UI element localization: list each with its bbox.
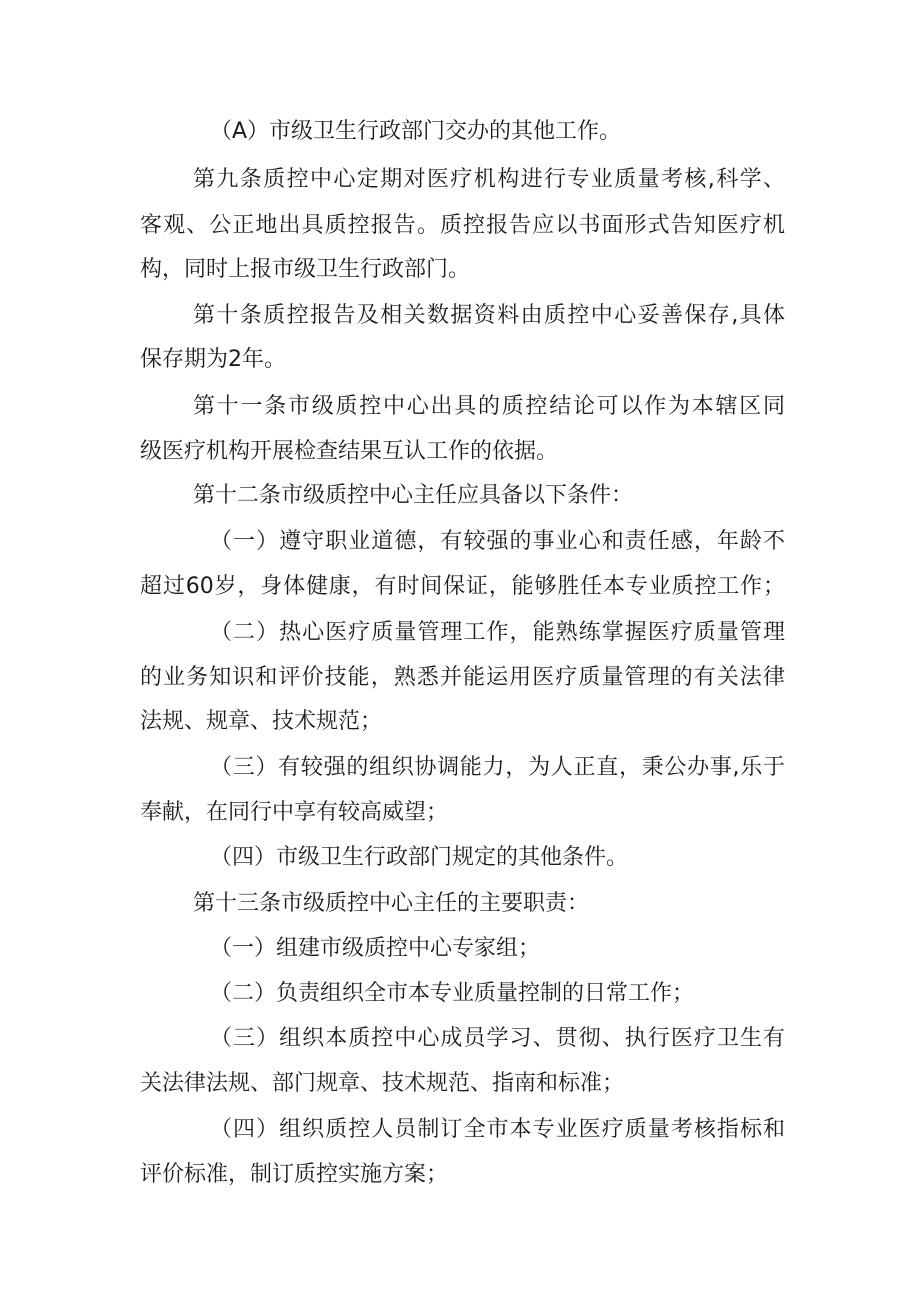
text-line-6: 保存期为2年。 (140, 347, 286, 372)
text-line-7: 第十一条市级质控中心出具的质控结论可以作为本辖区同 (193, 394, 785, 419)
text-line-19: （一）组建市级质控中心专家组； (210, 936, 541, 961)
text-line-4: 构，同时上报市级卫生行政部门。 (140, 257, 471, 282)
text-line-9: 第十二条市级质控中心主任应具备以下条件： (193, 483, 634, 508)
text-line-20: （二）负责组织全市本专业质量控制的日常工作； (210, 981, 695, 1006)
text-line-12: （二）热心医疗质量管理工作，能熟练掌握医疗质量管理 (210, 620, 785, 645)
text-line-11: 超过60岁，身体健康，有时间保证，能够胜任本专业质控工作； (140, 574, 785, 599)
text-line-2: 第九条质控中心定期对医疗机构进行专业质量考核,科学、 (193, 167, 785, 192)
text-line-14: 法规、规章、技术规范； (140, 709, 383, 734)
text-line-18: 第十三条市级质控中心主任的主要职责： (193, 891, 590, 916)
text-line-10: （一）遵守职业道德，有较强的事业心和责任感，年龄不 (210, 529, 785, 554)
text-line-23: （四）组织质控人员制订全市本专业医疗质量考核指标和 (210, 1117, 785, 1142)
text-line-24: 评价标准，制订质控实施方案； (140, 1162, 449, 1187)
text-line-3: 客观、公正地出具质控报告。质控报告应以书面形式告知医疗机 (140, 213, 785, 238)
text-line-8: 级医疗机构开展检查结果互认工作的依据。 (140, 439, 559, 464)
text-line-5: 第十条质控报告及相关数据资料由质控中心妥善保存,具体 (193, 303, 785, 328)
text-line-16: 奉献，在同行中享有较高威望； (140, 800, 449, 825)
text-line-1: （A）市级卫生行政部门交办的其他工作。 (210, 119, 622, 144)
text-line-21: （三）组织本质控中心成员学习、贯彻、执行医疗卫生有 (210, 1026, 785, 1051)
text-line-13: 的业务知识和评价技能，熟悉并能运用医疗质量管理的有关法律 (140, 665, 785, 690)
text-line-15: （三）有较强的组织协调能力，为人正直，秉公办事,乐于 (210, 755, 785, 780)
text-line-17: （四）市级卫生行政部门规定的其他条件。 (210, 845, 629, 870)
text-line-22: 关法律法规、部门规章、技术规范、指南和标准； (140, 1071, 625, 1096)
